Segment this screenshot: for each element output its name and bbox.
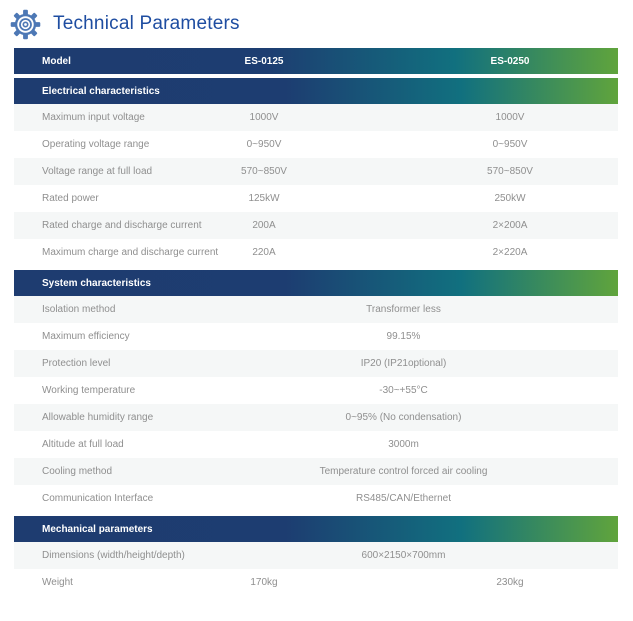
row-label: Weight bbox=[42, 577, 73, 588]
row-label: Maximum efficiency bbox=[42, 331, 130, 342]
row-label: Voltage range at full load bbox=[42, 166, 153, 177]
row-value-es0125: 570~850V bbox=[241, 166, 287, 177]
row-value-es0125: 170kg bbox=[250, 577, 278, 588]
page-header bbox=[0, 0, 633, 48]
column-spacer bbox=[339, 104, 402, 131]
row-value-merged: Temperature control forced air cooling bbox=[319, 466, 488, 477]
section-title: System characteristics bbox=[42, 277, 151, 289]
row-value-es0125: 1000V bbox=[249, 112, 279, 123]
table-row bbox=[14, 212, 618, 239]
column-header-es0250: ES-0250 bbox=[490, 55, 530, 67]
row-value-es0250: 570~850V bbox=[487, 166, 533, 177]
table-row bbox=[14, 569, 618, 596]
table-row bbox=[14, 431, 618, 458]
table-row bbox=[14, 131, 618, 158]
column-spacer bbox=[339, 158, 402, 185]
row-value-es0125: 200A bbox=[252, 220, 276, 231]
table-row bbox=[14, 296, 618, 323]
row-label: Working temperature bbox=[42, 385, 136, 396]
row-label: Altitude at full load bbox=[42, 439, 124, 450]
row-label: Communication Interface bbox=[42, 493, 154, 504]
page-title: Technical Parameters bbox=[53, 13, 240, 34]
table-row bbox=[14, 350, 618, 377]
row-value-es0125: 220A bbox=[252, 247, 276, 258]
row-value-es0125: 125kW bbox=[248, 193, 280, 204]
column-spacer bbox=[339, 569, 402, 596]
column-spacer bbox=[339, 239, 402, 266]
column-header-model: Model bbox=[42, 55, 71, 67]
section-header bbox=[14, 516, 618, 542]
row-value-es0250: 2×220A bbox=[492, 247, 528, 258]
row-label: Protection level bbox=[42, 358, 111, 369]
row-label: Dimensions (width/height/depth) bbox=[42, 550, 185, 561]
row-label: Rated charge and discharge current bbox=[42, 220, 202, 231]
row-value-merged: -30~+55°C bbox=[379, 385, 428, 396]
table-row bbox=[14, 377, 618, 404]
row-value-merged: RS485/CAN/Ethernet bbox=[355, 493, 452, 504]
table-row bbox=[14, 239, 618, 266]
table-row bbox=[14, 485, 618, 512]
column-spacer bbox=[339, 131, 402, 158]
gear-icon bbox=[9, 8, 42, 41]
section-header bbox=[14, 270, 618, 296]
section-title: Electrical characteristics bbox=[42, 85, 160, 97]
table-row bbox=[14, 323, 618, 350]
column-spacer bbox=[339, 185, 402, 212]
table-header-row bbox=[14, 48, 618, 74]
row-value-es0250: 1000V bbox=[495, 112, 525, 123]
row-value-merged: 3000m bbox=[388, 439, 419, 450]
table-row bbox=[14, 458, 618, 485]
row-value-merged: Transformer less bbox=[366, 304, 441, 315]
row-value-es0125: 0~950V bbox=[246, 139, 282, 150]
table-row bbox=[14, 185, 618, 212]
table-row bbox=[14, 404, 618, 431]
row-value-merged: 600×2150×700mm bbox=[361, 550, 446, 561]
row-value-es0250: 230kg bbox=[496, 577, 524, 588]
column-spacer bbox=[339, 212, 402, 239]
section-title: Mechanical parameters bbox=[42, 523, 153, 535]
row-label: Maximum charge and discharge current bbox=[42, 247, 219, 258]
row-label: Cooling method bbox=[42, 466, 113, 477]
row-value-es0250: 250kW bbox=[494, 193, 526, 204]
row-label: Isolation method bbox=[42, 304, 116, 315]
row-label: Allowable humidity range bbox=[42, 412, 154, 423]
section-header bbox=[14, 78, 618, 104]
row-value-merged: 99.15% bbox=[386, 331, 421, 342]
table-row bbox=[14, 158, 618, 185]
row-value-merged: 0~95% (No condensation) bbox=[345, 412, 462, 423]
table-row bbox=[14, 104, 618, 131]
column-spacer bbox=[339, 48, 402, 74]
row-value-es0250: 2×200A bbox=[492, 220, 528, 231]
row-value-merged: IP20 (IP21optional) bbox=[360, 358, 447, 369]
row-value-es0250: 0~950V bbox=[492, 139, 528, 150]
table-row bbox=[14, 542, 618, 569]
column-header-es0125: ES-0125 bbox=[244, 55, 284, 67]
table-body bbox=[14, 78, 618, 596]
row-label: Rated power bbox=[42, 193, 99, 204]
parameters-table bbox=[14, 48, 618, 596]
row-label: Operating voltage range bbox=[42, 139, 150, 150]
row-label: Maximum input voltage bbox=[42, 112, 145, 123]
